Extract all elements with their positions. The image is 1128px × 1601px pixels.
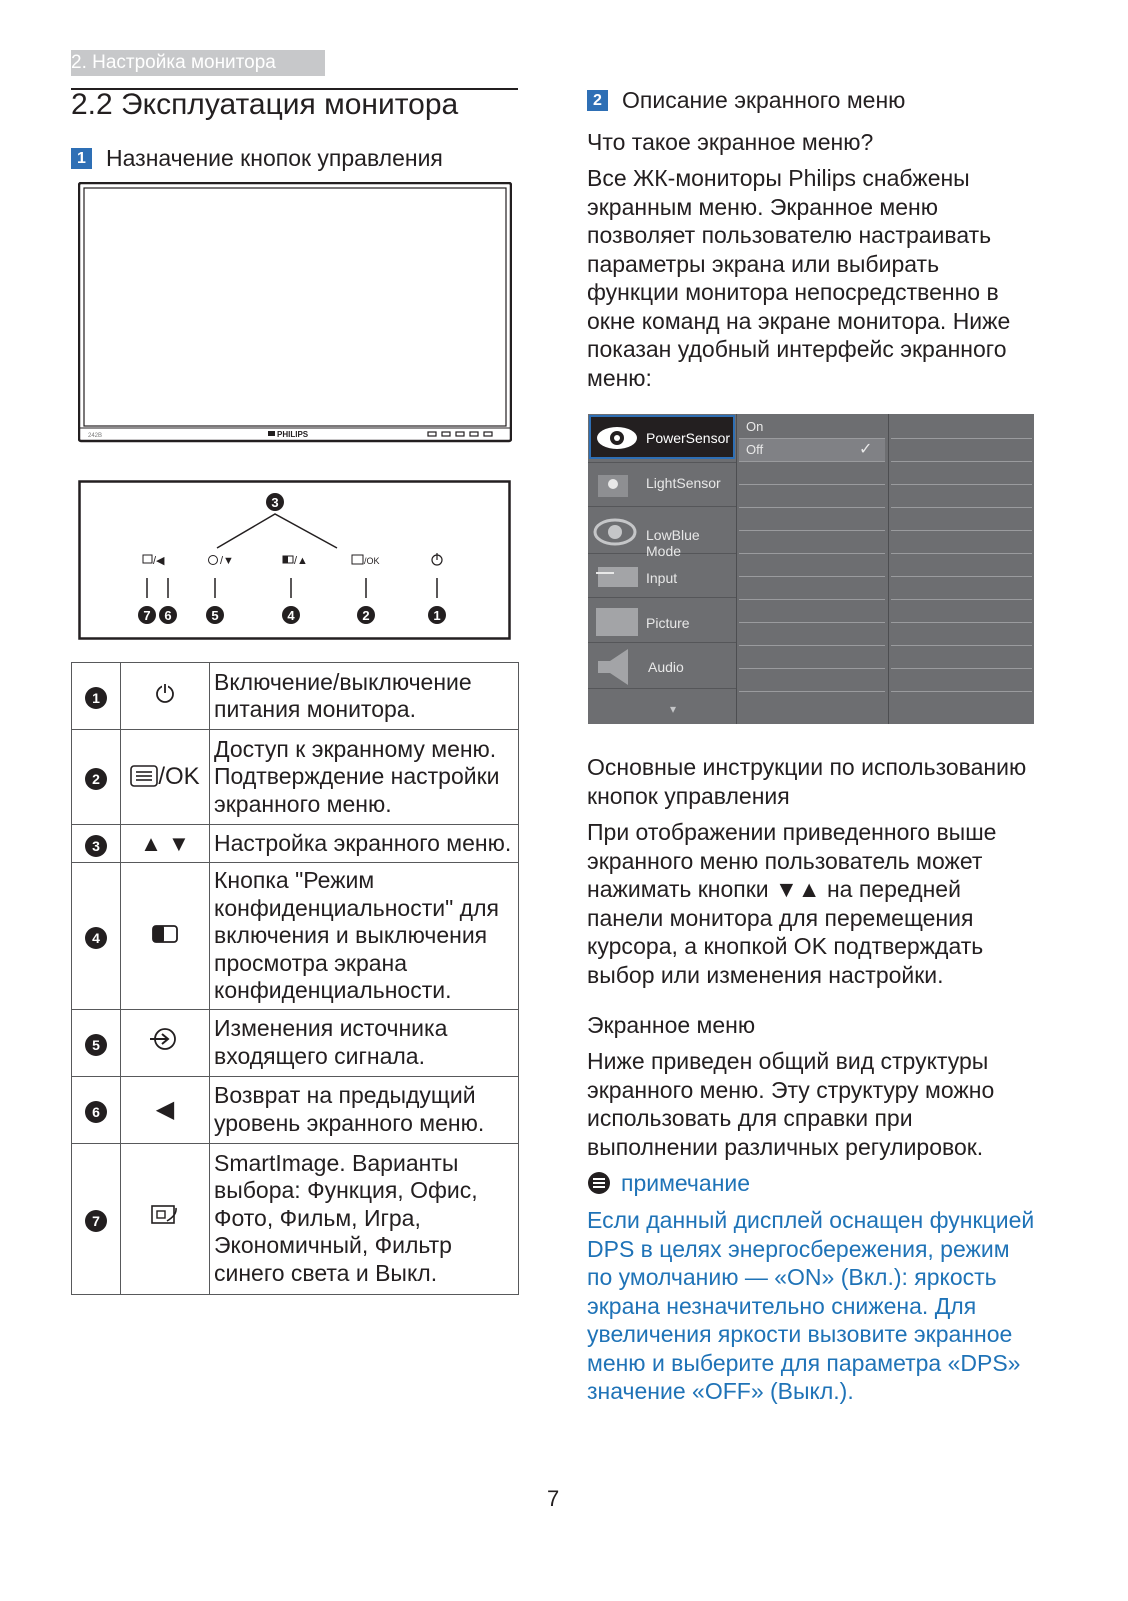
subsection-number: 2 [587,90,608,111]
basic-heading: Основные инструкции по использованию кнопок управления [587,754,1027,809]
lowblue-eye-icon [592,515,638,549]
smartimage-icon [121,1143,210,1294]
callout-3: 3 [271,495,279,510]
row-description: Доступ к экранному меню. Подтверждение настройки экранного меню. [210,730,519,825]
table-row [72,1143,519,1294]
row-description: Изменения источника входящего сигнала. [210,1009,519,1076]
menu-heading: Экранное меню [587,1012,756,1038]
row-description: Включение/выключение питания монитора. [210,663,519,730]
note-body: Если данный дисплей оснащен функцией DPS в целях энергосбережения, режим по умолчанию — «ON» (Вкл.): яркость экрана незначительно снижена. Для увеличения яркости вызовите экранное меню и выберите для параметра «DPS» значение «OFF» (Выкл.). [587,1207,1035,1404]
menu-ok-label: /OK [158,763,200,791]
table-row [72,1076,519,1143]
note-icon [587,1171,611,1195]
osd-item-label: Picture [646,615,690,631]
eye-icon [595,424,639,452]
model-label: 242B [88,433,103,439]
table-row [72,863,519,1010]
button-panel-diagram [78,480,512,641]
panel-label-privacy: /▲ [294,555,308,567]
note-header [587,1169,750,1198]
osd-item-powersensor[interactable] [589,415,735,459]
row-number: 3 [85,835,107,857]
input-icon [121,1009,210,1076]
what-is-heading: Что такое экранное меню? [587,129,874,155]
what-is-body: Все ЖК-мониторы Philips снабжены экранным меню. Экранное меню позволяет пользователю настраивать параметры экрана или выбирать функции монитора непосредственно в окне команд на экране монитора. Ниже показан удобный интерфейс экранного меню: [587,165,1011,391]
panel-label-menu: /OK [364,556,380,566]
subsection-2 [587,87,905,114]
power-icon [121,663,210,730]
callout-4: 4 [287,608,295,623]
callout-7: 7 [143,608,151,623]
panel-label-smartimage: /◀ [153,555,165,567]
osd-item-label: LowBlue Mode [646,527,700,559]
subsection-number: 1 [71,148,92,169]
row-number: 7 [85,1210,107,1232]
speaker-icon [592,647,640,687]
osd-item-picture[interactable] [588,600,736,642]
callout-6: 6 [164,608,172,623]
table-row [72,663,519,730]
callout-1: 1 [433,608,441,623]
subsection-1 [71,145,443,172]
osd-item-label: PowerSensor [646,430,731,446]
up-down-icon: ▲ ▼ [121,825,210,863]
subsection-title: Назначение кнопок управления [106,145,443,171]
callout-5: 5 [211,608,219,623]
row-number: 6 [85,1101,107,1123]
osd-item-input[interactable] [588,555,736,597]
row-description: Возврат на предыдущий уровень экранного меню. [210,1076,519,1143]
subsection-title: Описание экранного меню [622,87,906,113]
osd-menu-illustration [588,414,1034,724]
osd-item-label: LightSensor [646,475,721,491]
callout-2: 2 [362,608,370,623]
table-row [72,1009,519,1076]
page-number: 7 [547,1486,560,1511]
osd-item-label: Input [646,570,678,586]
picture-icon [592,604,640,638]
header-tab: 2. Настройка монитора [71,50,325,76]
lightsensor-icon [594,471,632,499]
osd-option-off: Off [746,442,764,457]
back-icon: ◀ [121,1076,210,1143]
basic-body: При отображении приведенного выше экранного меню пользователь может нажимать кнопки ▼▲ на передней панели монитора для перемещения курсора, а кнопкой OK подтверждать выбор или изменения настройки. [587,819,997,988]
note-label: примечание [621,1170,751,1196]
buttons-table [71,662,519,1295]
brand-logo: PHILIPS [277,430,309,439]
monitor-illustration [78,182,512,444]
menu-ok-icon [121,730,210,825]
panel-label-input: /▼ [220,555,234,567]
row-number: 1 [85,687,107,709]
row-number: 4 [85,927,107,949]
table-row [72,825,519,863]
osd-item-audio[interactable] [588,645,736,687]
menu-body: Ниже приведен общий вид структуры экранного меню. Эту структуру можно использовать для справки при выполнении различных регулировок. [587,1048,995,1160]
privacy-icon [121,863,210,1010]
osd-option-off-row[interactable] [739,439,885,461]
osd-item-lightsensor[interactable] [588,463,736,505]
osd-option-on[interactable]: On [746,419,764,434]
row-number: 2 [85,768,107,790]
osd-item-label: Audio [648,659,684,675]
input-source-icon [592,559,640,593]
checkmark-icon: ✓ [859,441,873,458]
row-description: Настройка экранного меню. [210,825,519,863]
osd-more-arrow[interactable]: ▾ [670,702,677,716]
row-number: 5 [85,1034,107,1056]
osd-item-lowblue[interactable] [588,512,736,559]
row-description: Кнопка "Режим конфиденциальности" для включения и выключения просмотра экрана конфиденциальности. [210,863,519,1010]
row-description: SmartImage. Варианты выбора: Функция, Офис, Фото, Фильм, Игра, Экономичный, Фильтр синего света и Выкл. [210,1143,519,1294]
page-title: 2.2 Эксплуатация монитора [71,88,459,121]
table-row [72,730,519,825]
